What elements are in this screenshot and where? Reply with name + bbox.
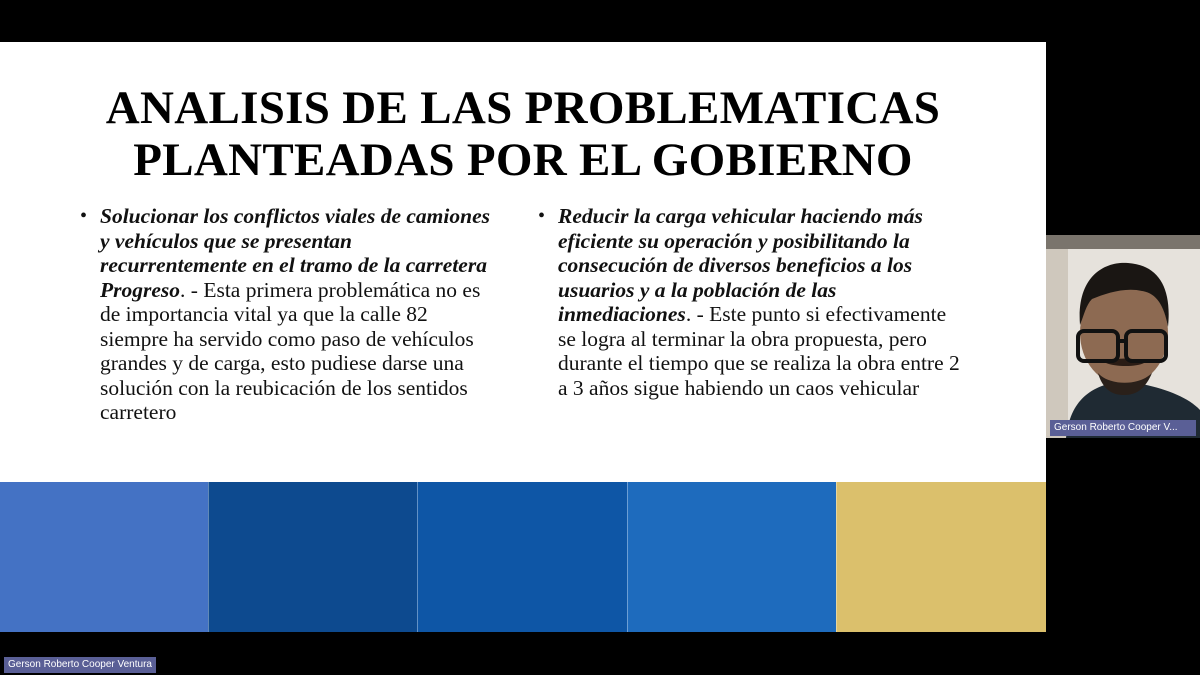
color-block-5 [836, 482, 1046, 632]
bullet-right [538, 204, 968, 400]
bullet-left [80, 204, 500, 425]
color-block-4 [627, 482, 836, 632]
shared-slide [0, 42, 1046, 632]
bullet-emphasis: Reducir la carga vehicular haciendo más eficiente su operación y posibilitando la consecución de diversos beneficios a los usuarios y a la población de las inmediaciones [558, 204, 923, 326]
slide-title [0, 82, 1046, 186]
slide-title-line-1: ANALISIS DE LAS PROBLEMATICAS [105, 82, 941, 134]
participant-video-tile[interactable] [1046, 235, 1200, 438]
bullet-marker: • [538, 205, 546, 227]
bullet-marker: • [80, 205, 88, 227]
bullet-emphasis: Solucionar los conflictos viales de camiones y vehículos que se presentan recurrentemente en el tramo de la carretera Progreso [100, 204, 490, 302]
participant-name-label: Gerson Roberto Cooper V... [1050, 420, 1196, 436]
color-block-3 [417, 482, 626, 632]
slide-title-line-2: PLANTEADAS POR EL GOBIERNO [133, 134, 913, 186]
bullet-body: . - Esta primera problemática no es de importancia vital ya que la calle 82 siempre ha servido como paso de vehículos grandes y de carga, esto pudiese darse una solución con la reubicación de los sentidos carretero [100, 277, 481, 424]
color-block-1 [0, 482, 208, 632]
presenter-name-label: Gerson Roberto Cooper Ventura [4, 657, 156, 673]
color-block-strip [0, 482, 1046, 632]
participant-video-feed [1046, 235, 1200, 438]
color-block-2 [208, 482, 417, 632]
bullet-text [558, 204, 968, 400]
bullet-text [100, 204, 500, 425]
bullet-body: . - Este punto si efectivamente se logra al terminar la obra propuesta, pero durante el tiempo que se realiza la obra entre 2 a 3 años sigue habiendo un caos vehicular [558, 302, 960, 400]
